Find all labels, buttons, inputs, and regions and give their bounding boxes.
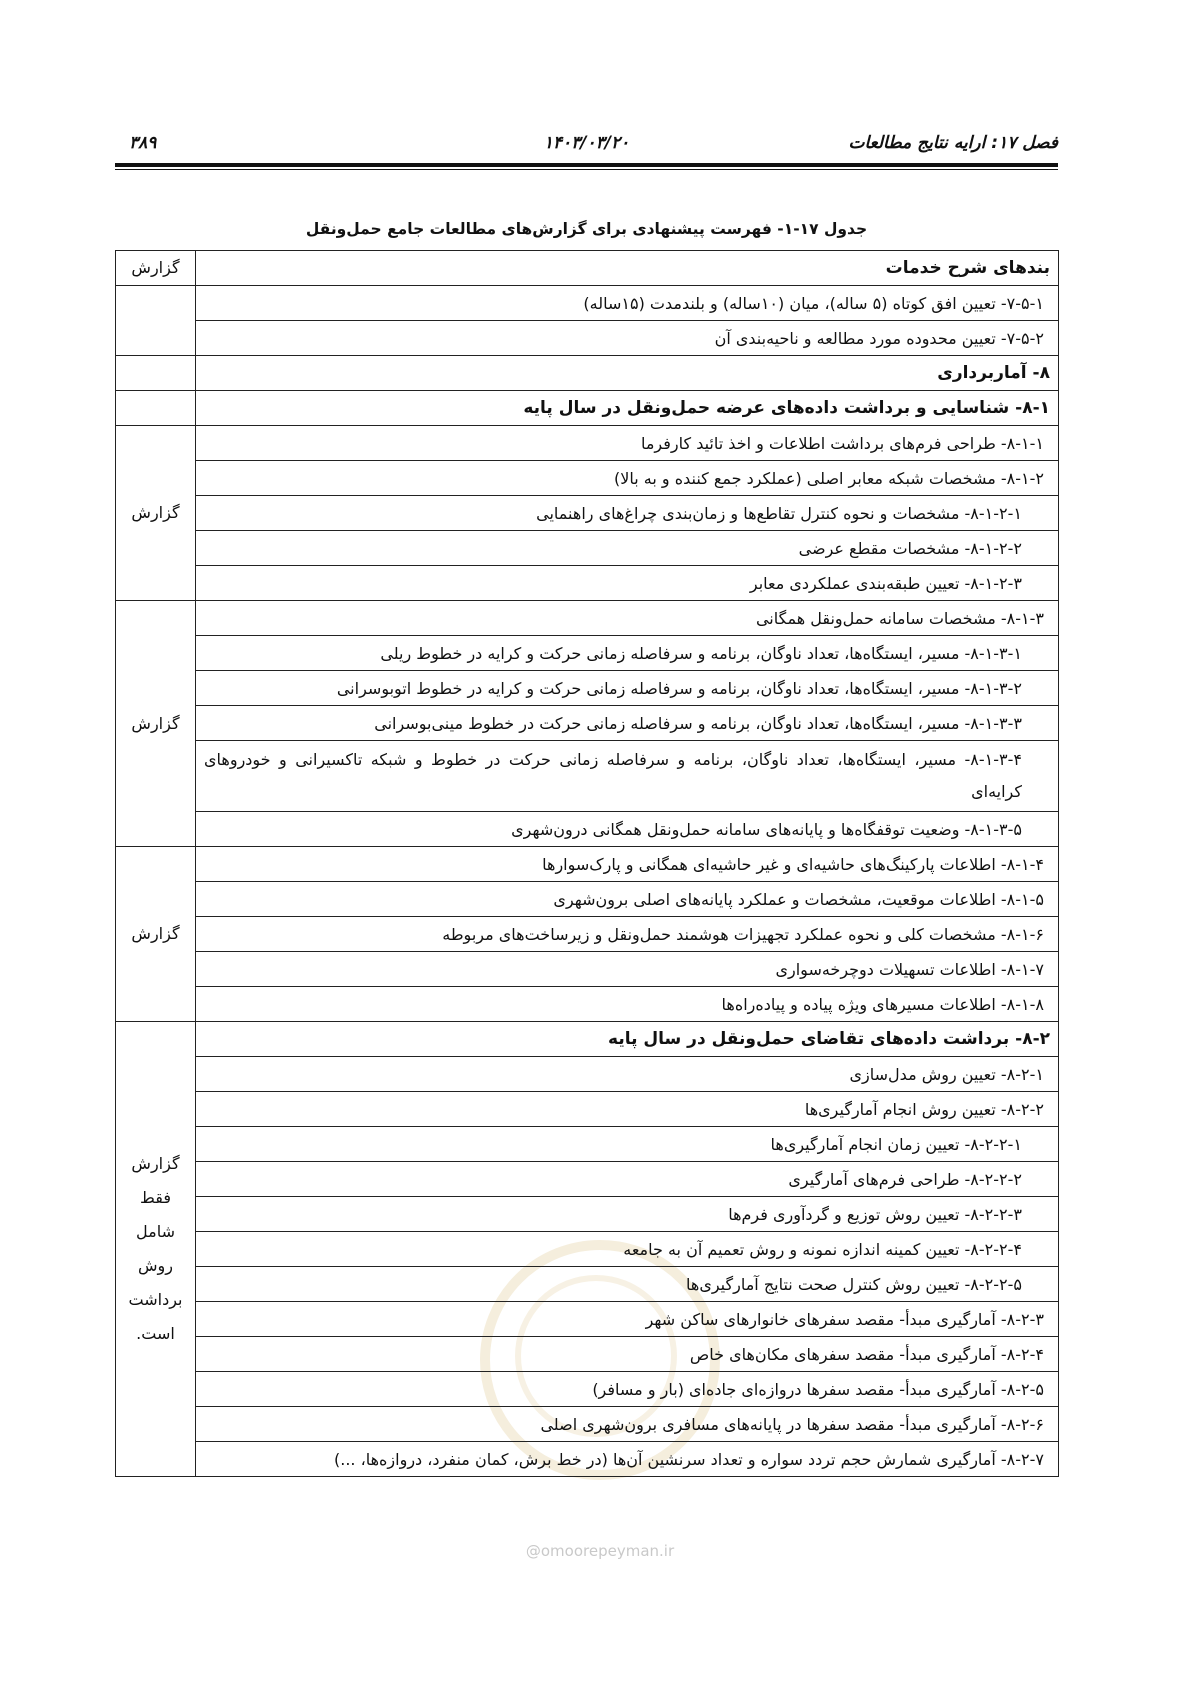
report-cell: گزارش <box>116 847 196 1022</box>
header-report: گزارش <box>116 251 196 286</box>
table-row <box>116 1057 1059 1092</box>
subsection-heading: ۸-۱- شناسایی و برداشت داده‌های عرضه حمل‌ونقل در سال پایه <box>196 391 1059 426</box>
table-row <box>116 1162 1059 1197</box>
row-item: ۸-۲-۱- تعیین روش مدل‌سازی <box>196 1057 1059 1092</box>
row-item: ۸-۱-۲-۲- مشخصات مقطع عرضی <box>196 531 1059 566</box>
services-report-table <box>115 250 1059 1477</box>
row-item: ۸-۱-۲-۱- مشخصات و نحوه کنترل تقاطع‌ها و زمان‌بندی چراغ‌های راهنمایی <box>196 496 1059 531</box>
header-rule-thick <box>115 163 1058 167</box>
section-heading: ۸- آماربرداری <box>196 356 1059 391</box>
row-item: ۸-۱-۳-۲- مسیر، ایستگاه‌ها، تعداد ناوگان، برنامه و سرفاصله زمانی حرکت و کرایه در خطوط اتوبوسرانی <box>196 671 1059 706</box>
table-row <box>116 917 1059 952</box>
report-cell: گزارش فقط شامل روش برداشت است. <box>116 1022 196 1477</box>
table-row <box>116 321 1059 356</box>
table-row <box>116 987 1059 1022</box>
report-cell-empty <box>116 286 196 356</box>
row-item: ۸-۲-۴- آمارگیری مبدأ- مقصد سفرهای مکان‌های خاص <box>196 1337 1059 1372</box>
report-cell: گزارش <box>116 426 196 601</box>
row-item: ۸-۲-۷- آمارگیری شمارش حجم تردد سواره و تعداد سرنشین آن‌ها (در خط برش، کمان منفرد، دروازه‌ها، ...) <box>196 1442 1059 1477</box>
table-row <box>116 1337 1059 1372</box>
row-item: ۸-۱-۱- طراحی فرم‌های برداشت اطلاعات و اخذ تائید کارفرما <box>196 426 1059 461</box>
table-caption: جدول ۱۷-۱- فهرست پیشنهادی برای گزارش‌های مطالعات جامع حمل‌ونقل <box>305 220 868 238</box>
row-item: ۷-۵-۲- تعیین محدوده مورد مطالعه و ناحیه‌بندی آن <box>196 321 1059 356</box>
row-item: ۸-۱-۳- مشخصات سامانه حمل‌ونقل همگانی <box>196 601 1059 636</box>
page-number: ۳۸۹ <box>129 133 157 153</box>
table-row <box>116 1092 1059 1127</box>
table-row <box>116 1127 1059 1162</box>
header-rule-thin <box>115 169 1058 170</box>
table-row <box>116 636 1059 671</box>
row-item: ۸-۱-۳-۴- مسیر، ایستگاه‌ها، تعداد ناوگان، برنامه و سرفاصله زمانی حرکت در خطوط و شبکه تاکسیرانی و خودروهای کرایه‌ای <box>196 741 1059 812</box>
row-item: ۸-۱-۲-۳- تعیین طبقه‌بندی عملکردی معابر <box>196 566 1059 601</box>
row-item: ۸-۱-۵- اطلاعات موقعیت، مشخصات و عملکرد پایانه‌های اصلی برون‌شهری <box>196 882 1059 917</box>
table-row <box>116 1302 1059 1337</box>
table-row <box>116 1407 1059 1442</box>
report-cell: گزارش <box>116 601 196 847</box>
table-row <box>116 1442 1059 1477</box>
table-row <box>116 496 1059 531</box>
row-item: ۸-۱-۸- اطلاعات مسیرهای ویژه پیاده و پیاده‌راه‌ها <box>196 987 1059 1022</box>
table-row <box>116 566 1059 601</box>
row-item: ۸-۲-۲-۲- طراحی فرم‌های آمارگیری <box>196 1162 1059 1197</box>
row-item: ۸-۱-۳-۵- وضعیت توقفگاه‌ها و پایانه‌های سامانه حمل‌ونقل همگانی درون‌شهری <box>196 812 1059 847</box>
row-item: ۸-۱-۲- مشخصات شبکه معابر اصلی (عملکرد جمع کننده و به بالا) <box>196 461 1059 496</box>
row-item: ۷-۵-۱- تعیین افق کوتاه (۵ ساله)، میان (۱۰ساله) و بلندمدت (۱۵ساله) <box>196 286 1059 321</box>
row-item: ۸-۲-۳- آمارگیری مبدأ- مقصد سفرهای خانوارهای ساکن شهر <box>196 1302 1059 1337</box>
row-item: ۸-۲-۲-۳- تعیین روش توزیع و گردآوری فرم‌ها <box>196 1197 1059 1232</box>
table-row <box>116 531 1059 566</box>
row-item: ۸-۲-۶- آمارگیری مبدأ- مقصد سفرها در پایانه‌های مسافری برون‌شهری اصلی <box>196 1407 1059 1442</box>
table-row <box>116 461 1059 496</box>
subsection-heading: ۸-۲- برداشت داده‌های تقاضای حمل‌ونقل در سال پایه <box>196 1022 1059 1057</box>
page-header <box>115 133 1058 161</box>
table-row <box>116 1372 1059 1407</box>
table-row <box>116 286 1059 321</box>
table-row <box>116 426 1059 461</box>
table-header-row <box>116 251 1059 286</box>
row-item: ۸-۲-۲-۵- تعیین روش کنترل صحت نتایج آمارگیری‌ها <box>196 1267 1059 1302</box>
report-cell-empty <box>116 391 196 426</box>
table-row <box>116 1267 1059 1302</box>
table-row <box>116 706 1059 741</box>
table-row <box>116 391 1059 426</box>
row-item: ۸-۱-۷- اطلاعات تسهیلات دوچرخه‌سواری <box>196 952 1059 987</box>
table-row <box>116 1197 1059 1232</box>
row-item: ۸-۱-۳-۱- مسیر، ایستگاه‌ها، تعداد ناوگان، برنامه و سرفاصله زمانی حرکت و کرایه در خطوط ریلی <box>196 636 1059 671</box>
table-row <box>116 882 1059 917</box>
table-row <box>116 671 1059 706</box>
watermark-text: @omoorepeyman.ir <box>525 1542 675 1560</box>
table-row <box>116 741 1059 812</box>
header-items: بندهای شرح خدمات <box>196 251 1059 286</box>
row-item: ۸-۱-۳-۳- مسیر، ایستگاه‌ها، تعداد ناوگان، برنامه و سرفاصله زمانی حرکت در خطوط مینی‌بوسرانی <box>196 706 1059 741</box>
table-row <box>116 1232 1059 1267</box>
row-item: ۸-۱-۴- اطلاعات پارکینگ‌های حاشیه‌ای و غیر حاشیه‌ای همگانی و پارک‌سوارها <box>196 847 1059 882</box>
table-row <box>116 356 1059 391</box>
table-row <box>116 847 1059 882</box>
table-row <box>116 952 1059 987</box>
row-item: ۸-۱-۶- مشخصات کلی و نحوه عملکرد تجهیزات هوشمند حمل‌ونقل و زیرساخت‌های مربوطه <box>196 917 1059 952</box>
row-item: ۸-۲-۵- آمارگیری مبدأ- مقصد سفرها دروازه‌ای جاده‌ای (بار و مسافر) <box>196 1372 1059 1407</box>
table-row <box>116 601 1059 636</box>
chapter-title: فصل ۱۷: ارایه نتایج مطالعات <box>848 133 1058 153</box>
row-item: ۸-۲-۲-۴- تعیین کمینه اندازه نمونه و روش تعمیم آن به جامعه <box>196 1232 1059 1267</box>
report-cell-empty <box>116 356 196 391</box>
header-date: ۱۴۰۳/۰۳/۲۰ <box>543 133 630 153</box>
table-row <box>116 812 1059 847</box>
table-row <box>116 1022 1059 1057</box>
row-item: ۸-۲-۲-۱- تعیین زمان انجام آمارگیری‌ها <box>196 1127 1059 1162</box>
row-item: ۸-۲-۲- تعیین روش انجام آمارگیری‌ها <box>196 1092 1059 1127</box>
